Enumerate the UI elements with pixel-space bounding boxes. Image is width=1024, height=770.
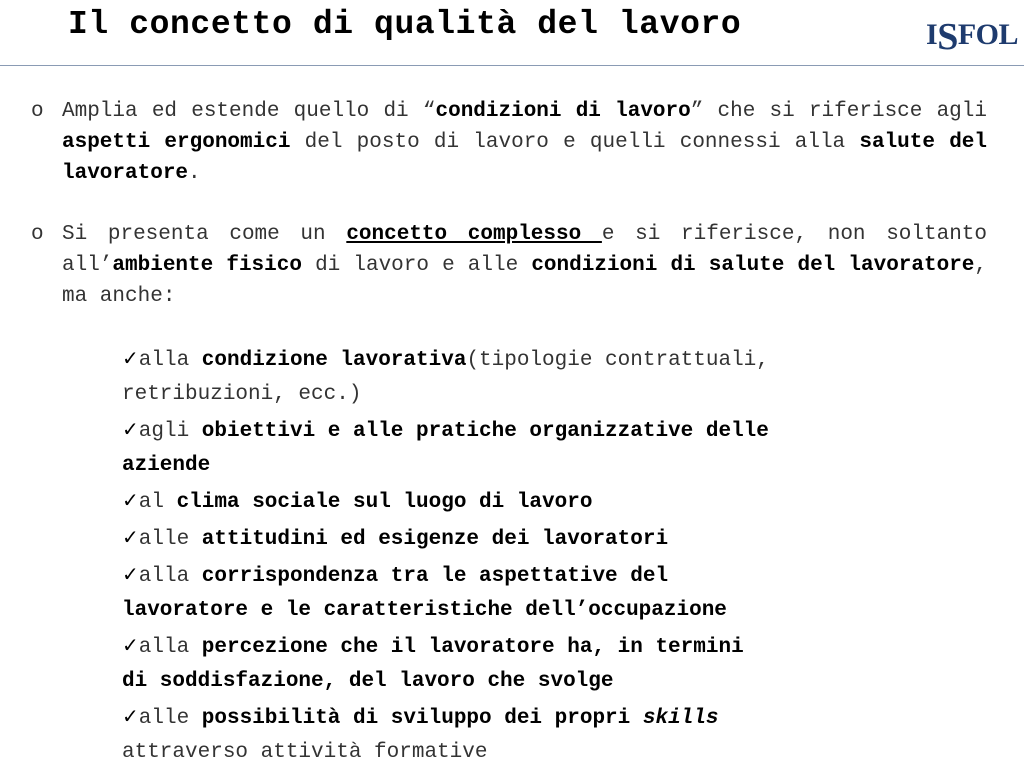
header-divider: [0, 65, 1024, 66]
checkmark-icon: ✓: [122, 417, 139, 441]
checklist-item: ✓al clima sociale sul luogo di lavoro: [122, 488, 593, 514]
checklist-item: ✓agli obiettivi e alle pratiche organizzative delle: [122, 417, 769, 443]
checkmark-icon: ✓: [122, 633, 139, 657]
checklist-item-continuation: attraverso attività formative: [122, 741, 488, 764]
checkmark-icon: ✓: [122, 562, 139, 586]
checkmark-icon: ✓: [122, 525, 139, 549]
paragraph-1: o Amplia ed estende quello di “condizioni di lavoro” che si riferisce agli aspetti ergonomici del posto di lavoro e quelli connessi alla salute del lavoratore.: [62, 96, 987, 189]
checkmark-icon: ✓: [122, 704, 139, 728]
bullet-marker: o: [31, 223, 44, 246]
slide-title: Il concetto di qualità del lavoro: [68, 6, 742, 43]
checklist: [122, 341, 922, 770]
checklist-item-continuation: lavoratore e le caratteristiche dell’occupazione: [122, 599, 727, 622]
checklist-item: ✓alla percezione che il lavoratore ha, in termini: [122, 633, 744, 659]
isfol-logo: ISFOL: [926, 16, 1018, 58]
checklist-item-continuation: retribuzioni, ecc.): [122, 383, 362, 406]
paragraph-2: o Si presenta come un concetto complesso e si riferisce, non soltanto all’ambiente fisico di lavoro e alle condizioni di salute del lavoratore, ma anche:: [62, 219, 987, 312]
checklist-item: ✓alle attitudini ed esigenze dei lavoratori: [122, 525, 669, 551]
checklist-item-continuation: aziende: [122, 454, 211, 477]
checklist-item: ✓alle possibilità di sviluppo dei propri skills: [122, 704, 719, 730]
bullet-marker: o: [31, 100, 44, 123]
checklist-item: ✓alla corrispondenza tra le aspettative del: [122, 562, 669, 588]
checkmark-icon: ✓: [122, 488, 139, 512]
checklist-item: ✓alla condizione lavorativa(tipologie contrattuali,: [122, 346, 769, 372]
checklist-item-continuation: di soddisfazione, del lavoro che svolge: [122, 670, 614, 693]
checkmark-icon: ✓: [122, 346, 139, 370]
